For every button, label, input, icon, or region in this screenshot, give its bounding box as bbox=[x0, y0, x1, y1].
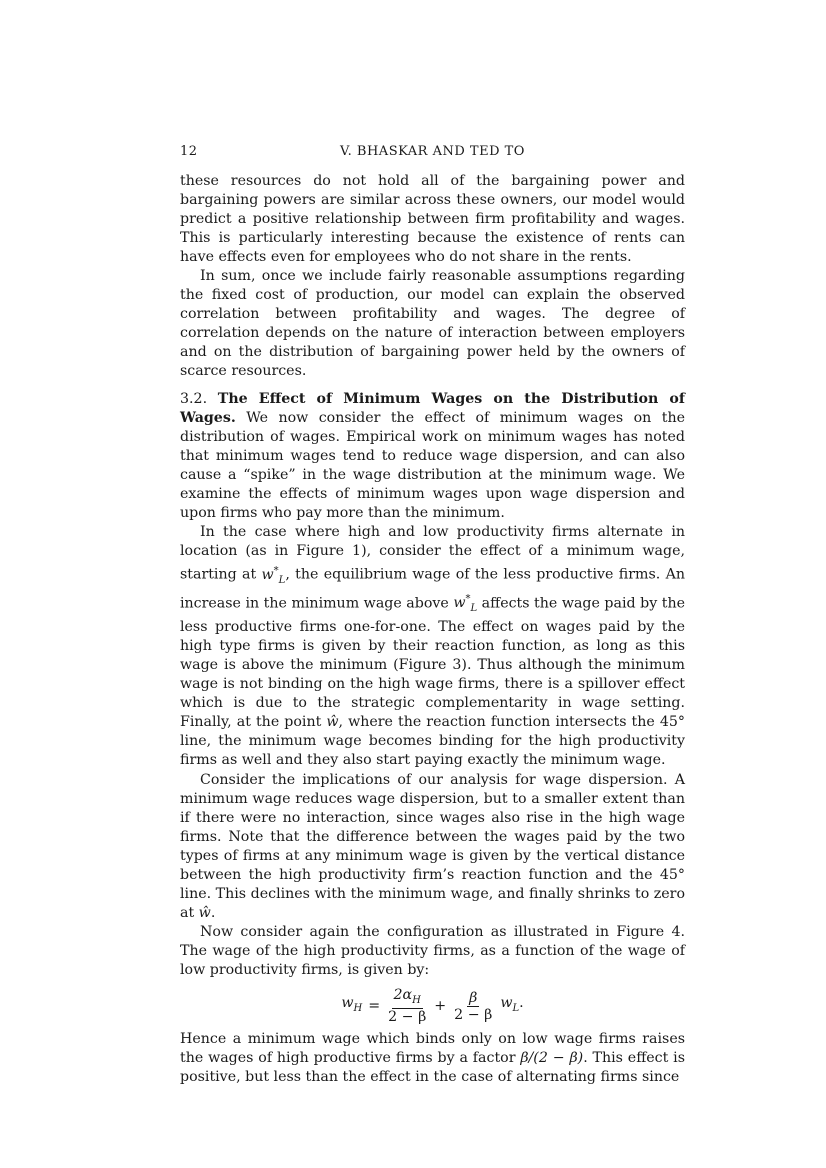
paragraph-7 bbox=[180, 1030, 685, 1087]
paragraph-7-part-a: Hence a minimum wage which binds only on low wage firms raises the wages of high productive firms by a factor bbox=[180, 1031, 685, 1067]
symbol-w-star-l-2 bbox=[453, 593, 478, 615]
eq-end: . bbox=[519, 995, 524, 1012]
eq-fraction-1 bbox=[386, 987, 428, 1026]
symbol-w: w bbox=[261, 566, 274, 583]
eq-frac1-num-text: 2α bbox=[393, 986, 413, 1003]
symbol-w-hat-2: ŵ bbox=[198, 904, 211, 921]
section-paragraph bbox=[180, 390, 685, 523]
paragraph-4-part-d: , where the reaction function intersects the 45° line, the minimum wage becomes binding for the high productivity firms as well and they also start paying exactly the minimum wage. bbox=[180, 714, 686, 769]
factor-expression: β/(2 − β) bbox=[520, 1050, 584, 1067]
eq-lhs bbox=[341, 994, 362, 1018]
paragraph-4-part-a: In the case where high and low productivity firms alternate in location (as in Figure 1), consider the effect of a minimum wage, starting at bbox=[180, 523, 685, 583]
paragraph-1: these resources do not hold all of the bargaining power and bargaining powers are similar across these owners, our model would predict a positive relationship between firm profitability and wages. This is particularly interesting because the existence of rents can have effects even for employees who do not share in the rents. bbox=[180, 173, 685, 266]
paragraph-5 bbox=[180, 771, 685, 923]
eq-tail-sub: L bbox=[512, 1002, 520, 1014]
section-heading: The Effect of Minimum Wages on the Distribution of Wages. bbox=[180, 390, 685, 426]
eq-fraction-2 bbox=[452, 990, 494, 1023]
paragraph-3: We now consider the effect of minimum wages on the distribution of wages. Empirical work on minimum wages has noted that minimum wages tend to reduce wage dispersion, and can also cause a “spike” in the wage distribution at the minimum wage. We examine the effects of minimum wages upon wage dispersion and upon firms who pay more than the minimum. bbox=[180, 409, 685, 521]
symbol-sup: * bbox=[273, 564, 279, 576]
equation-wh bbox=[180, 986, 685, 1026]
paragraph-4-part-c: affects the wage paid by the less productive firms one-for-one. The effect on wages paid by the high type firms is given by their reaction function, as long as this wage is above the minimum (Figure 3). Thus although the minimum wage is not binding on the high wage firms, there is a spillover effect which is due to the strategic complementarity in wage setting. Finally, at the point bbox=[180, 595, 685, 731]
paragraph-5-part-b: . bbox=[210, 904, 216, 921]
symbol-w-star-l bbox=[261, 564, 286, 586]
symbol-sub: L bbox=[278, 574, 286, 586]
eq-tail-var: w bbox=[500, 995, 513, 1012]
paragraph-2: In sum, once we include fairly reasonable assumptions regarding the fixed cost of production, our model can explain the observed correlation between profitability and wages. The degree of correlation depends on the nature of interaction between employers and on the distribution of bargaining power held by the owners of scarce resources. bbox=[180, 268, 685, 380]
section-number: 3.2. bbox=[180, 390, 208, 407]
body-text bbox=[180, 172, 685, 1087]
page-header bbox=[180, 144, 685, 162]
symbol-w-hat: ŵ bbox=[326, 714, 339, 731]
eq-tail bbox=[500, 994, 523, 1018]
eq-frac1-num-sub: H bbox=[412, 994, 421, 1006]
eq-plus: + bbox=[434, 997, 447, 1014]
eq-frac1-den: 2 − β bbox=[388, 1009, 427, 1026]
page-number: 12 bbox=[180, 144, 198, 159]
eq-frac2-den: 2 − β bbox=[454, 1006, 493, 1023]
eq-frac2-num: β bbox=[469, 989, 478, 1006]
paragraph-5-part-a: Consider the implications of our analysis for wage dispersion. A minimum wage reduces wage dispersion, but to a smaller extent than if there were no interaction, since wages also rise in the high wage firms. Note that the difference between the wages paid by the two types of firms at any minimum wage is given by the vertical distance between the high productivity firm’s reaction function and the 45° line. This declines with the minimum wage, and finally shrinks to zero at bbox=[180, 771, 685, 921]
symbol-sup: * bbox=[465, 593, 471, 605]
symbol-sub: L bbox=[470, 603, 478, 615]
eq-equals: = bbox=[368, 997, 381, 1014]
eq-frac1-num bbox=[392, 987, 423, 1010]
running-title: V. BHASKAR AND TED TO bbox=[340, 144, 525, 159]
paragraph-7-part-b: . This effect is positive, but less than the effect in the case of alternating firms since bbox=[180, 1050, 685, 1086]
symbol-w: w bbox=[453, 595, 466, 612]
eq-lhs-sub: H bbox=[353, 1002, 363, 1014]
eq-lhs-var: w bbox=[341, 995, 354, 1012]
paragraph-4-part-b: , the equilibrium wage of the less productive firms. An increase in the minimum wage above bbox=[180, 566, 685, 612]
paragraph-4 bbox=[180, 523, 685, 771]
paragraph-6: Now consider again the configuration as illustrated in Figure 4. The wage of the high productivity firms, as a function of the wage of low productivity firms, is given by: bbox=[180, 923, 685, 978]
